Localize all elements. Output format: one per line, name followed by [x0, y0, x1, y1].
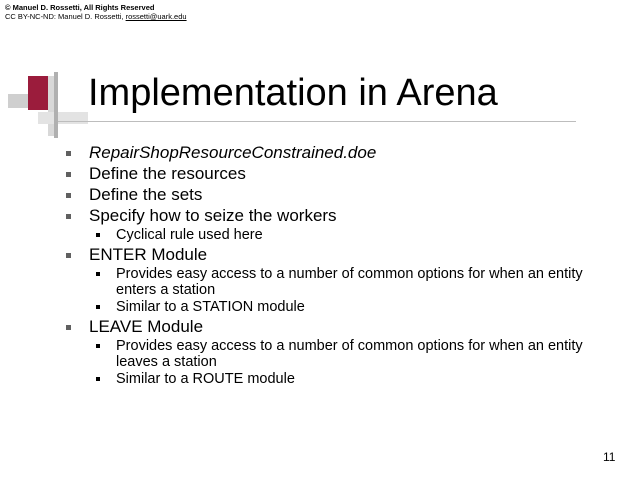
square-bullet-icon [66, 253, 71, 258]
sub-bullet-text: Similar to a ROUTE module [116, 371, 295, 387]
square-bullet-icon [66, 172, 71, 177]
square-bullet-icon [66, 151, 71, 156]
square-bullet-icon [96, 272, 100, 276]
license-text: CC BY-NC-ND: Manuel D. Rossetti, [5, 12, 126, 21]
sub-list-item [66, 299, 616, 315]
bullet-text: RepairShopResourceConstrained.doe [89, 143, 377, 162]
sub-bullet-text: Cyclical rule used here [116, 227, 263, 243]
list-item [66, 205, 616, 226]
slide-title: Implementation in Arena [88, 72, 498, 114]
square-bullet-icon [96, 305, 100, 309]
copyright-line: © Manuel D. Rossetti, All Rights Reserved [5, 3, 155, 12]
page-number: 11 [603, 450, 616, 464]
sub-bullet-text: Provides easy access to a number of common options for when an entity leaves a station [116, 338, 583, 370]
list-item [66, 142, 616, 163]
sub-list-item [66, 266, 616, 298]
bullet-text: LEAVE Module [89, 317, 204, 336]
author-email-link[interactable]: rossetti@uark.edu [125, 12, 187, 21]
copyright-notice [5, 3, 187, 21]
bullet-text: Define the resources [89, 164, 246, 183]
title-decoration-icon [8, 72, 88, 142]
sub-list-item [66, 338, 616, 370]
square-bullet-icon [66, 193, 71, 198]
license-line [5, 12, 187, 21]
list-item [66, 163, 616, 184]
square-bullet-icon [96, 344, 100, 348]
sub-list-item [66, 371, 616, 387]
title-divider [58, 121, 576, 122]
square-bullet-icon [66, 325, 71, 330]
bullet-text: Define the sets [89, 185, 203, 204]
bullet-text: ENTER Module [89, 245, 208, 264]
bullet-list [66, 142, 616, 388]
bullet-text: Specify how to seize the workers [89, 206, 337, 225]
list-item [66, 316, 616, 337]
sub-list-item [66, 227, 616, 243]
list-item [66, 244, 616, 265]
square-bullet-icon [96, 233, 100, 237]
sub-bullet-text: Provides easy access to a number of common options for when an entity enters a station [116, 266, 583, 298]
sub-bullet-text: Similar to a STATION module [116, 299, 305, 315]
square-bullet-icon [66, 214, 71, 219]
square-bullet-icon [96, 377, 100, 381]
list-item [66, 184, 616, 205]
